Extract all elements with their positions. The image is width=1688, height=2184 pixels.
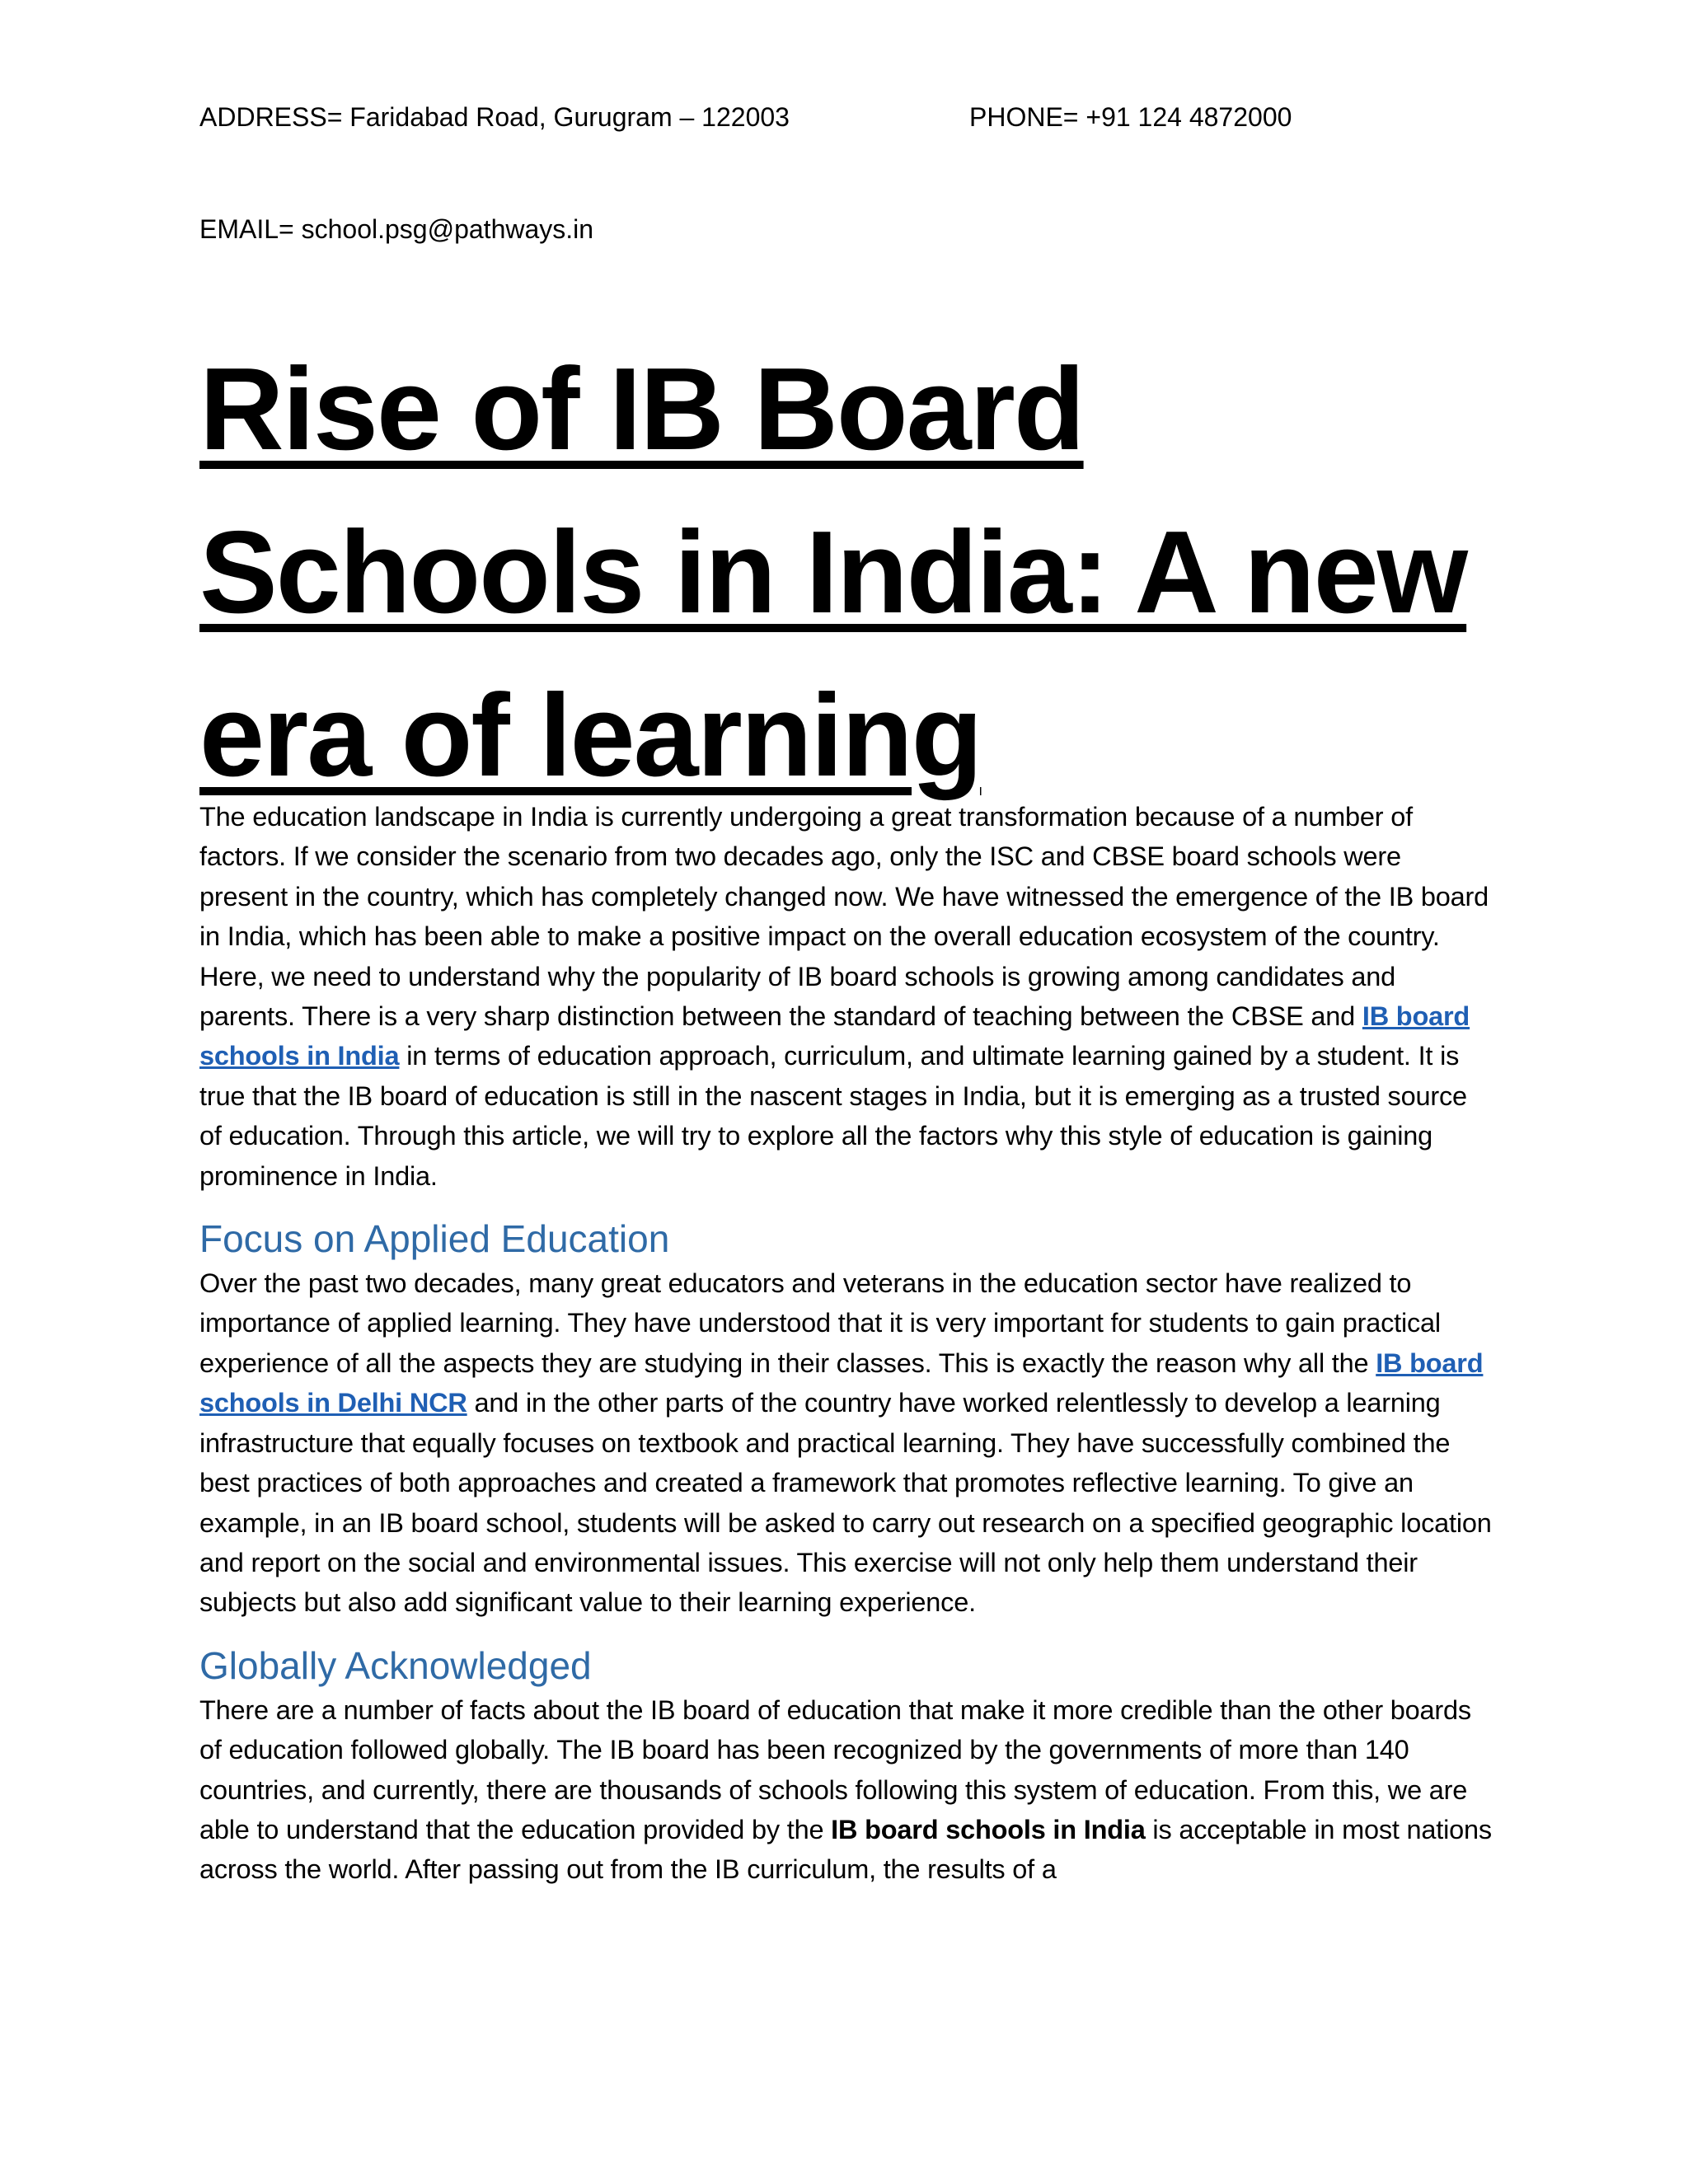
section2-text-a: There are a number of facts about the IB board of education that make it more credible than the other boards of education followed globally. The IB board has been recognized by the governments of more than 140 countries, and currently, there are thousands of schools following this system of education. From this, we are able to understand that the education provided by the [199, 1694, 1471, 1844]
title-line-2: Schools in India: A new [199, 507, 1467, 638]
section-heading-applied-education: Focus on Applied Education [199, 1217, 670, 1261]
globally-acknowledged-paragraph [199, 1690, 1495, 1890]
section1-text-a: Over the past two decades, many great educators and veterans in the education sector have realized to importance of applied learning. They have understood that it is very important for students to gain practical experience of all the aspects they are studying in their classes. This is exactly the reason why all the [199, 1268, 1441, 1378]
intro-text-a: The education landscape in India is currently undergoing a great transformation because of a number of factors. If we consider the scenario from two decades ago, only the ISC and CBSE board schools were present in the country, which has completely changed now. We have witnessed the emergence of the IB board in India, which has been able to make a positive impact on the overall education ecosystem of the country. Here, we need to understand why the popularity of IB board schools is growing among candidates and parents. There is a very sharp distinction between the standard of teaching between the CBSE and [199, 802, 1489, 1032]
section2-text-b: is acceptable in most nations across the world. After passing out from the IB curriculum, the results of a [199, 1814, 1492, 1885]
ib-schools-india-link[interactable]: IB board schools in India [199, 1001, 1470, 1071]
applied-education-paragraph [199, 1263, 1495, 1623]
email-line: EMAIL= school.psg@pathways.in [199, 214, 594, 244]
phone-line: PHONE= +91 124 4872000 [969, 102, 1292, 132]
title-line-1: Rise of IB Board [199, 344, 1084, 475]
section-heading-globally-acknowledged: Globally Acknowledged [199, 1643, 592, 1687]
intro-text-b: in terms of education approach, curriculum, and ultimate learning gained by a student. It is true that the IB board of education is still in the nascent stages in India, but it is emerging as a trusted source of education. Through this article, we will try to explore all the factors why this style of education is gaining prominence in India. [199, 1041, 1467, 1191]
section1-text-b: and in the other parts of the country have worked relentlessly to develop a learning infrastructure that equally focuses on textbook and practical learning. They have successfully combined the best practices of both approaches and created a framework that promotes reflective learning. To give an example, in an IB board school, students will be asked to carry out research on a specified geographic location and report on the social and environmental issues. This exercise will not only help them understand their subjects but also add significant value to their learning experience. [199, 1388, 1492, 1618]
ib-schools-delhi-ncr-link[interactable]: IB board schools in Delhi NCR [199, 1347, 1484, 1418]
intro-paragraph [199, 797, 1495, 1196]
ib-schools-india-bold: IB board schools in India [831, 1814, 1146, 1844]
address-line: ADDRESS= Faridabad Road, Gurugram – 122003 [199, 102, 790, 132]
page-title [199, 328, 1551, 818]
article-body [199, 797, 1495, 1890]
title-line-3: era of learning [199, 670, 982, 801]
